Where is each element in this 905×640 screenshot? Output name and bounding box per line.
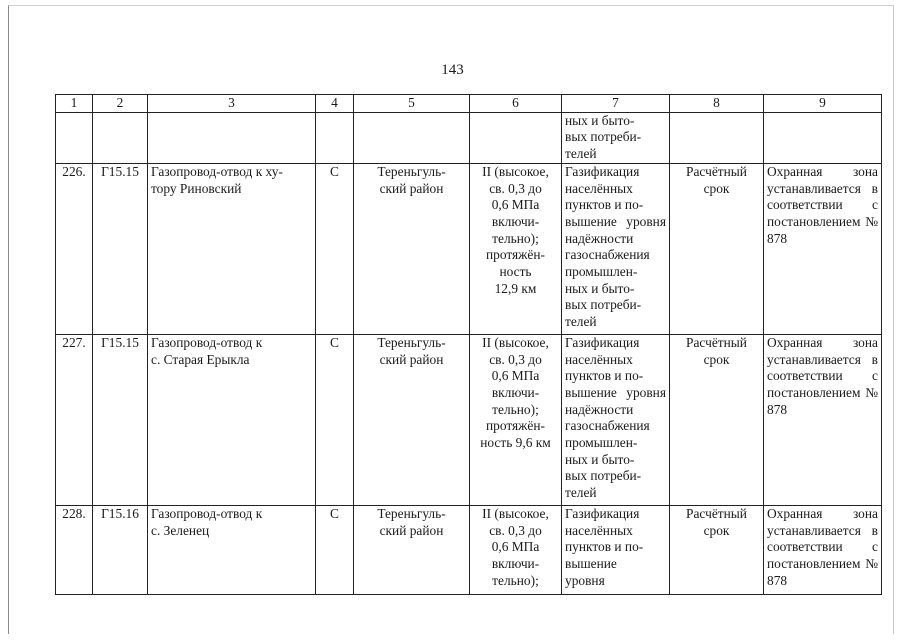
protection-zone: Охранная зона устанавливается в соответствии с постановлением № 878 <box>767 334 878 417</box>
object-name: Газопровод-отвод к с. Старая Ерыкла <box>151 334 263 367</box>
object-purpose: Газификация населённых пунктов и по- вышение уровня надёжности газоснабжения промышлен- ных и быто- вых потреби- телей <box>565 163 666 330</box>
data-table <box>55 94 882 595</box>
object-status: С <box>316 505 354 594</box>
object-code: Г15.16 <box>93 505 148 594</box>
object-name: Газопровод-отвод к с. Зеленец <box>151 505 263 538</box>
object-purpose: Газификация населённых пунктов и по- вышение уровня надёжности газоснабжения промышлен- ных и быто- вых потреби- телей <box>565 334 666 501</box>
column-header: 2 <box>93 95 148 113</box>
column-header: 3 <box>148 95 316 113</box>
object-status: С <box>316 334 354 505</box>
column-header: 5 <box>354 95 470 113</box>
table-row <box>56 163 882 334</box>
district: Тереньгуль- ский район <box>377 163 446 196</box>
protection-zone: Охранная зона устанавливается в соответствии с постановлением № 878 <box>767 505 878 588</box>
column-header: 6 <box>470 95 562 113</box>
column-header: 1 <box>56 95 93 113</box>
object-status: С <box>316 163 354 334</box>
district: Тереньгуль- ский район <box>377 334 446 367</box>
object-parameters: II (высокое, св. 0,3 до 0,6 МПа включи- тельно); протяжён- ность 9,6 км <box>480 334 551 451</box>
implementation-term: Расчётный срок <box>686 505 747 538</box>
object-parameters: II (высокое, св. 0,3 до 0,6 МПа включи- тельно); <box>482 505 549 588</box>
row-number: 226. <box>56 163 93 334</box>
page-number: 143 <box>441 62 464 78</box>
table-row <box>56 505 882 594</box>
object-purpose: Газификация населённых пунктов и по- вышение уровня <box>565 505 644 588</box>
row-number: 228. <box>56 505 93 594</box>
implementation-term: Расчётный срок <box>686 334 747 367</box>
column-header: 8 <box>670 95 764 113</box>
implementation-term: Расчётный срок <box>686 163 747 196</box>
column-header: 4 <box>316 95 354 113</box>
table-row-continuation <box>56 112 882 163</box>
purpose-cell: ных и быто- вых потреби- телей <box>565 112 642 162</box>
row-number: 227. <box>56 334 93 505</box>
column-header: 7 <box>562 95 670 113</box>
table-header-row <box>56 95 882 113</box>
table-row <box>56 334 882 505</box>
protection-zone: Охранная зона устанавливается в соответствии с постановлением № 878 <box>767 163 878 246</box>
object-name: Газопровод-отвод к ху- тору Риновский <box>151 163 283 196</box>
district: Тереньгуль- ский район <box>377 505 446 538</box>
column-header: 9 <box>764 95 882 113</box>
object-parameters: II (высокое, св. 0,3 до 0,6 МПа включи- тельно); протяжён- ность 12,9 км <box>482 163 549 296</box>
object-code: Г15.15 <box>93 334 148 505</box>
object-code: Г15.15 <box>93 163 148 334</box>
